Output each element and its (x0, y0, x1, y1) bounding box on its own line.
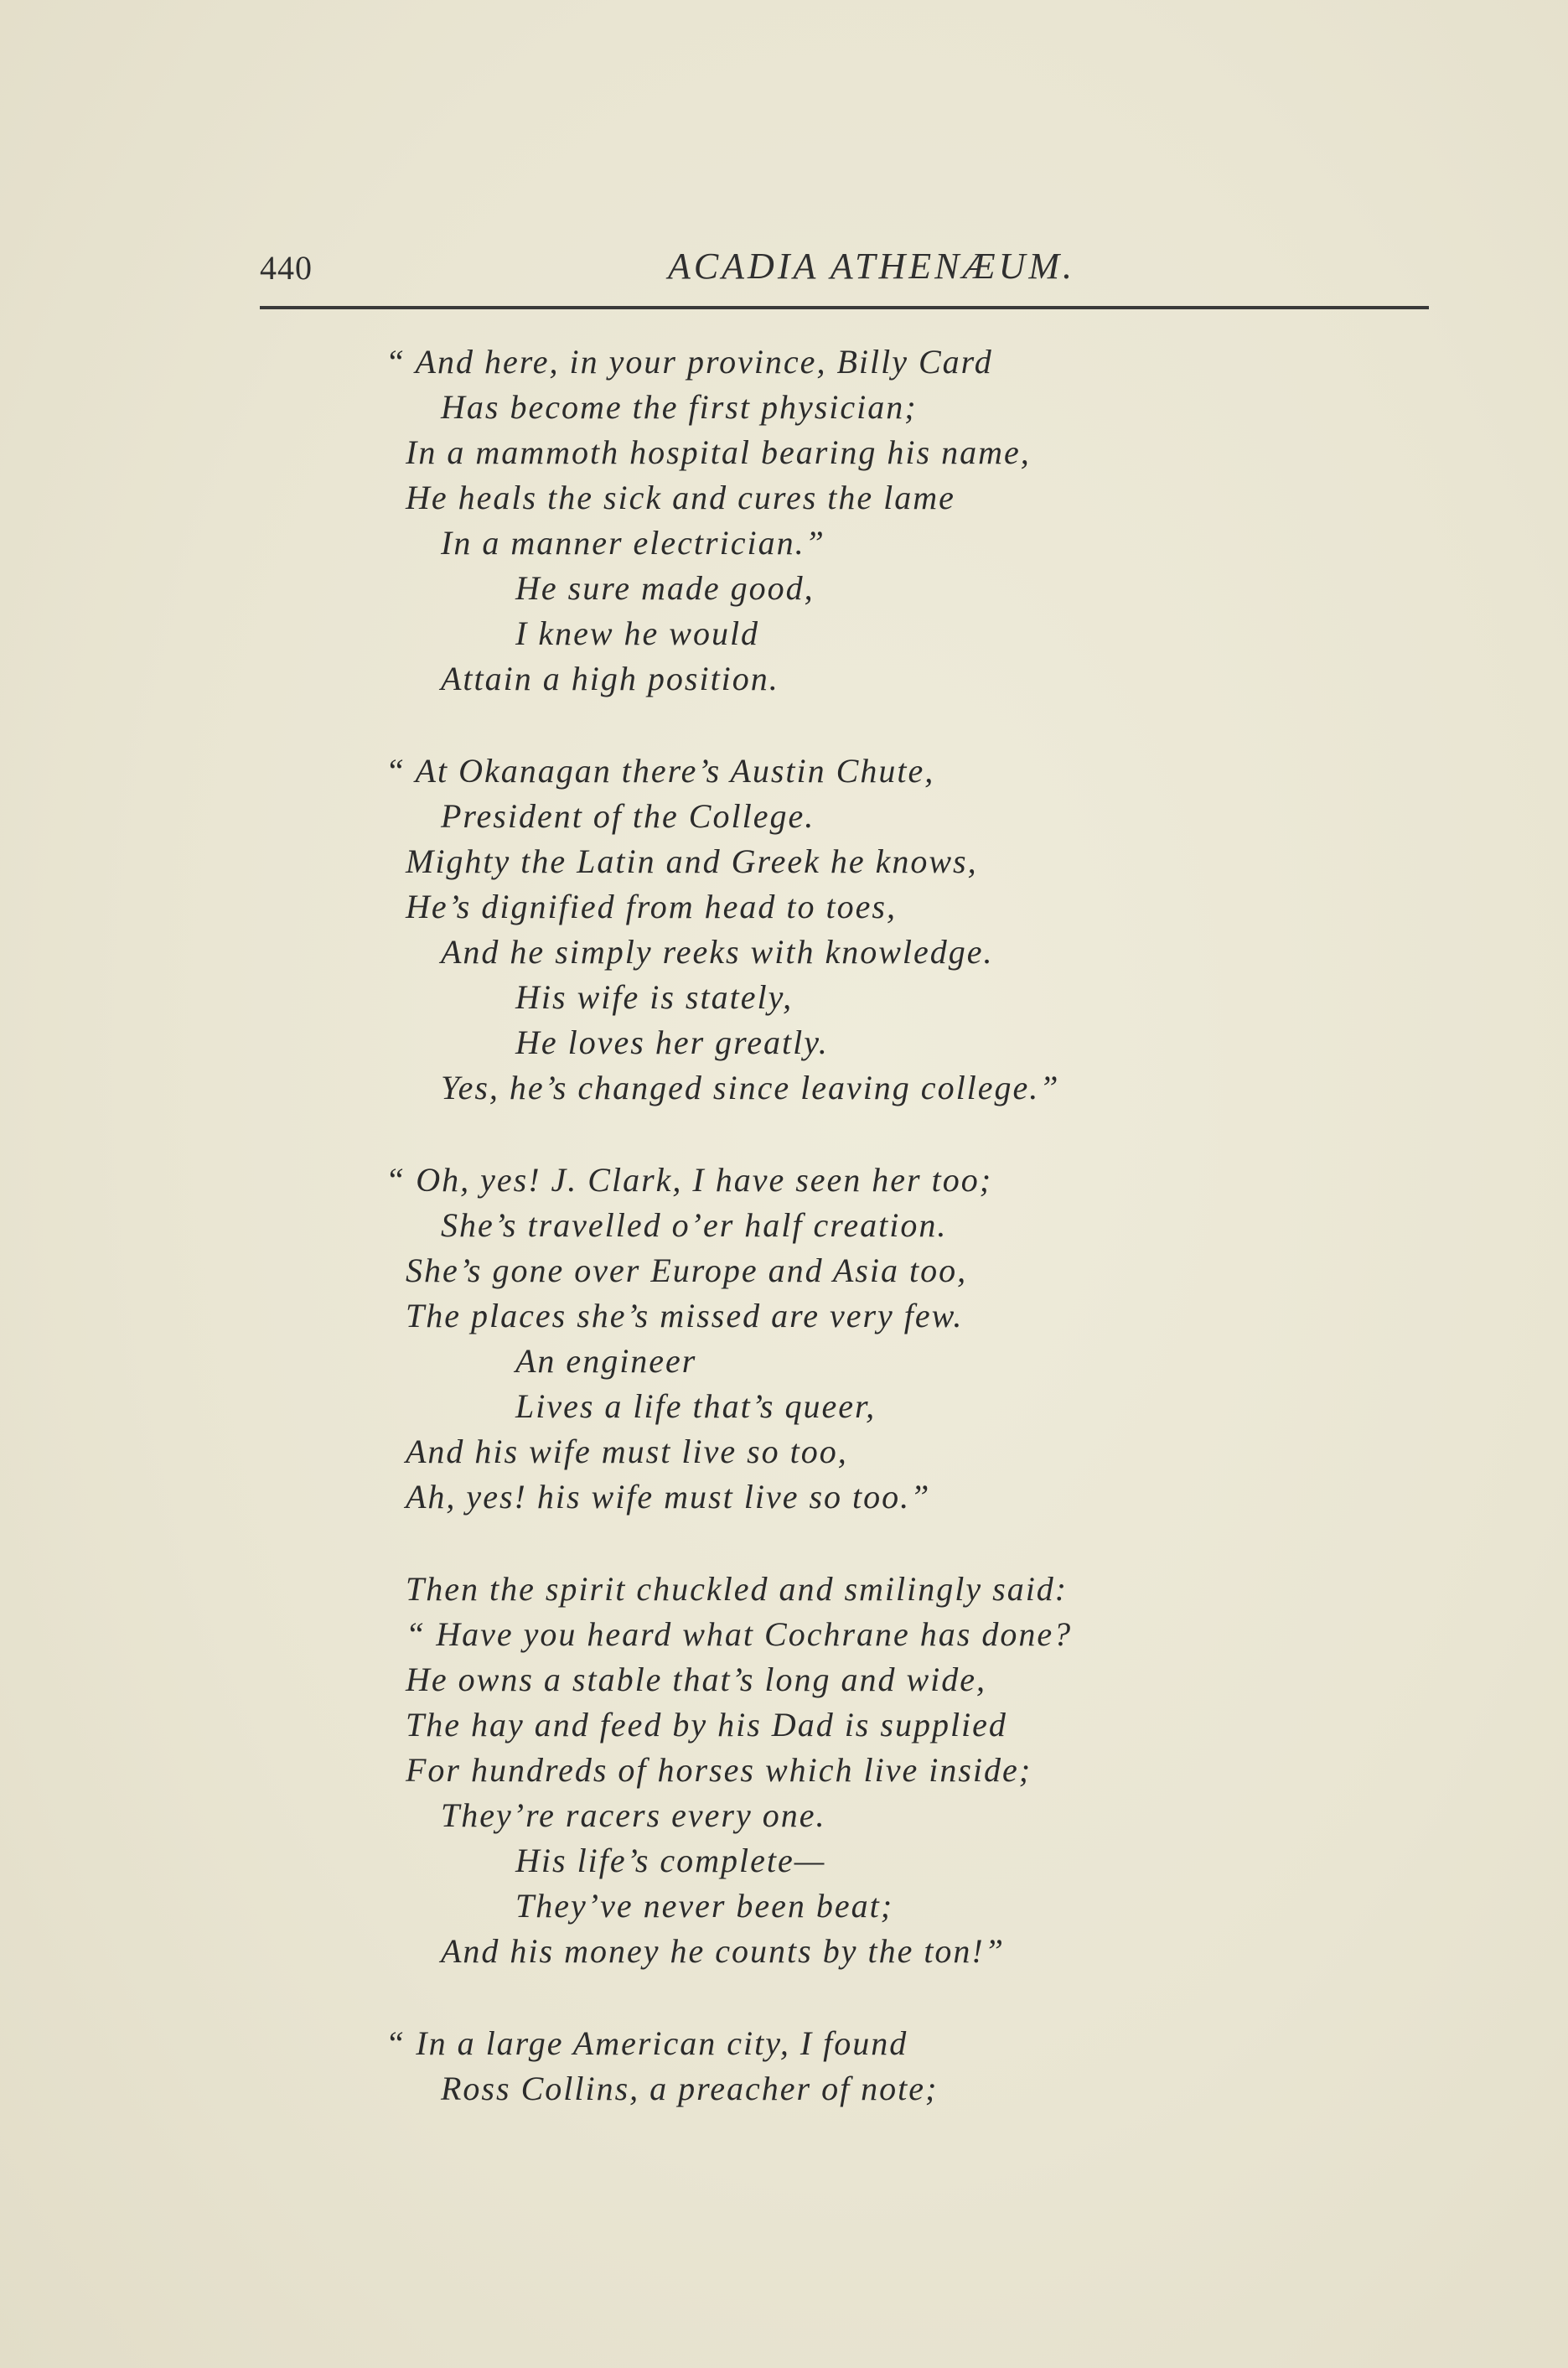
poem-line: And his money he counts by the ton!” (441, 1932, 1005, 1970)
poem-line: “ Have you heard what Cochrane has done? (406, 1615, 1073, 1653)
poem-line: And he simply reeks with knowledge. (441, 933, 994, 971)
stanza (386, 1567, 1391, 1974)
poem-line: She’s gone over Europe and Asia too, (406, 1251, 968, 1289)
poem-line: President of the College. (441, 797, 815, 835)
poem-line: Mighty the Latin and Greek he knows, (406, 842, 978, 880)
stanza (386, 749, 1391, 1111)
poem-line: He’s dignified from head to toes, (406, 888, 897, 925)
poem-line: In a mammoth hospital bearing his name, (406, 433, 1031, 471)
stanza (386, 1158, 1391, 1520)
header-rule (260, 306, 1429, 309)
poem-line: They’re racers every one. (441, 1796, 826, 1834)
stanza (386, 339, 1391, 702)
poem-line: Has become the first physician; (441, 388, 918, 426)
poem-line: An engineer (515, 1342, 697, 1380)
poem-line: “ And here, in your province, Billy Card (386, 343, 993, 381)
poem-line: Yes, he’s changed since leaving college.” (441, 1069, 1060, 1106)
poem-line: The hay and feed by his Dad is supplied (406, 1706, 1007, 1744)
running-title: ACADIA ATHENÆUM. (667, 246, 1076, 287)
poem-line: She’s travelled o’er half creation. (441, 1206, 948, 1244)
poem-line: “ Oh, yes! J. Clark, I have seen her too; (386, 1161, 993, 1199)
poem-line: I knew he would (515, 614, 760, 652)
poem-line: He sure made good, (515, 569, 815, 607)
poem-line: He loves her greatly. (515, 1023, 829, 1061)
poem-line: Lives a life that’s queer, (515, 1387, 877, 1425)
poem-line: His wife is stately, (515, 978, 794, 1016)
poem-line: Then the spirit chuckled and smilingly said: (406, 1570, 1069, 1608)
poem-line: In a manner electrician.” (441, 524, 825, 562)
poem-line: Attain a high position. (441, 660, 779, 697)
page-header (260, 243, 1429, 310)
page-number: 440 (260, 249, 313, 287)
poem-line: “ In a large American city, I found (386, 2024, 908, 2062)
poem (386, 339, 1391, 2158)
poem-line: He heals the sick and cures the lame (406, 479, 955, 516)
poem-line: The places she’s missed are very few. (406, 1297, 964, 1334)
poem-line: Ah, yes! his wife must live so too.” (406, 1478, 931, 1516)
poem-line: He owns a stable that’s long and wide, (406, 1661, 987, 1698)
stanza (386, 2021, 1391, 2112)
poem-line: His life’s complete— (515, 1842, 826, 1879)
poem-line: “ At Okanagan there’s Austin Chute, (386, 752, 935, 790)
poem-line: And his wife must live so too, (406, 1433, 848, 1470)
poem-line: For hundreds of horses which live inside; (406, 1751, 1032, 1789)
poem-line: They’ve never been beat; (515, 1887, 894, 1925)
poem-line: Ross Collins, a preacher of note; (441, 2070, 939, 2107)
